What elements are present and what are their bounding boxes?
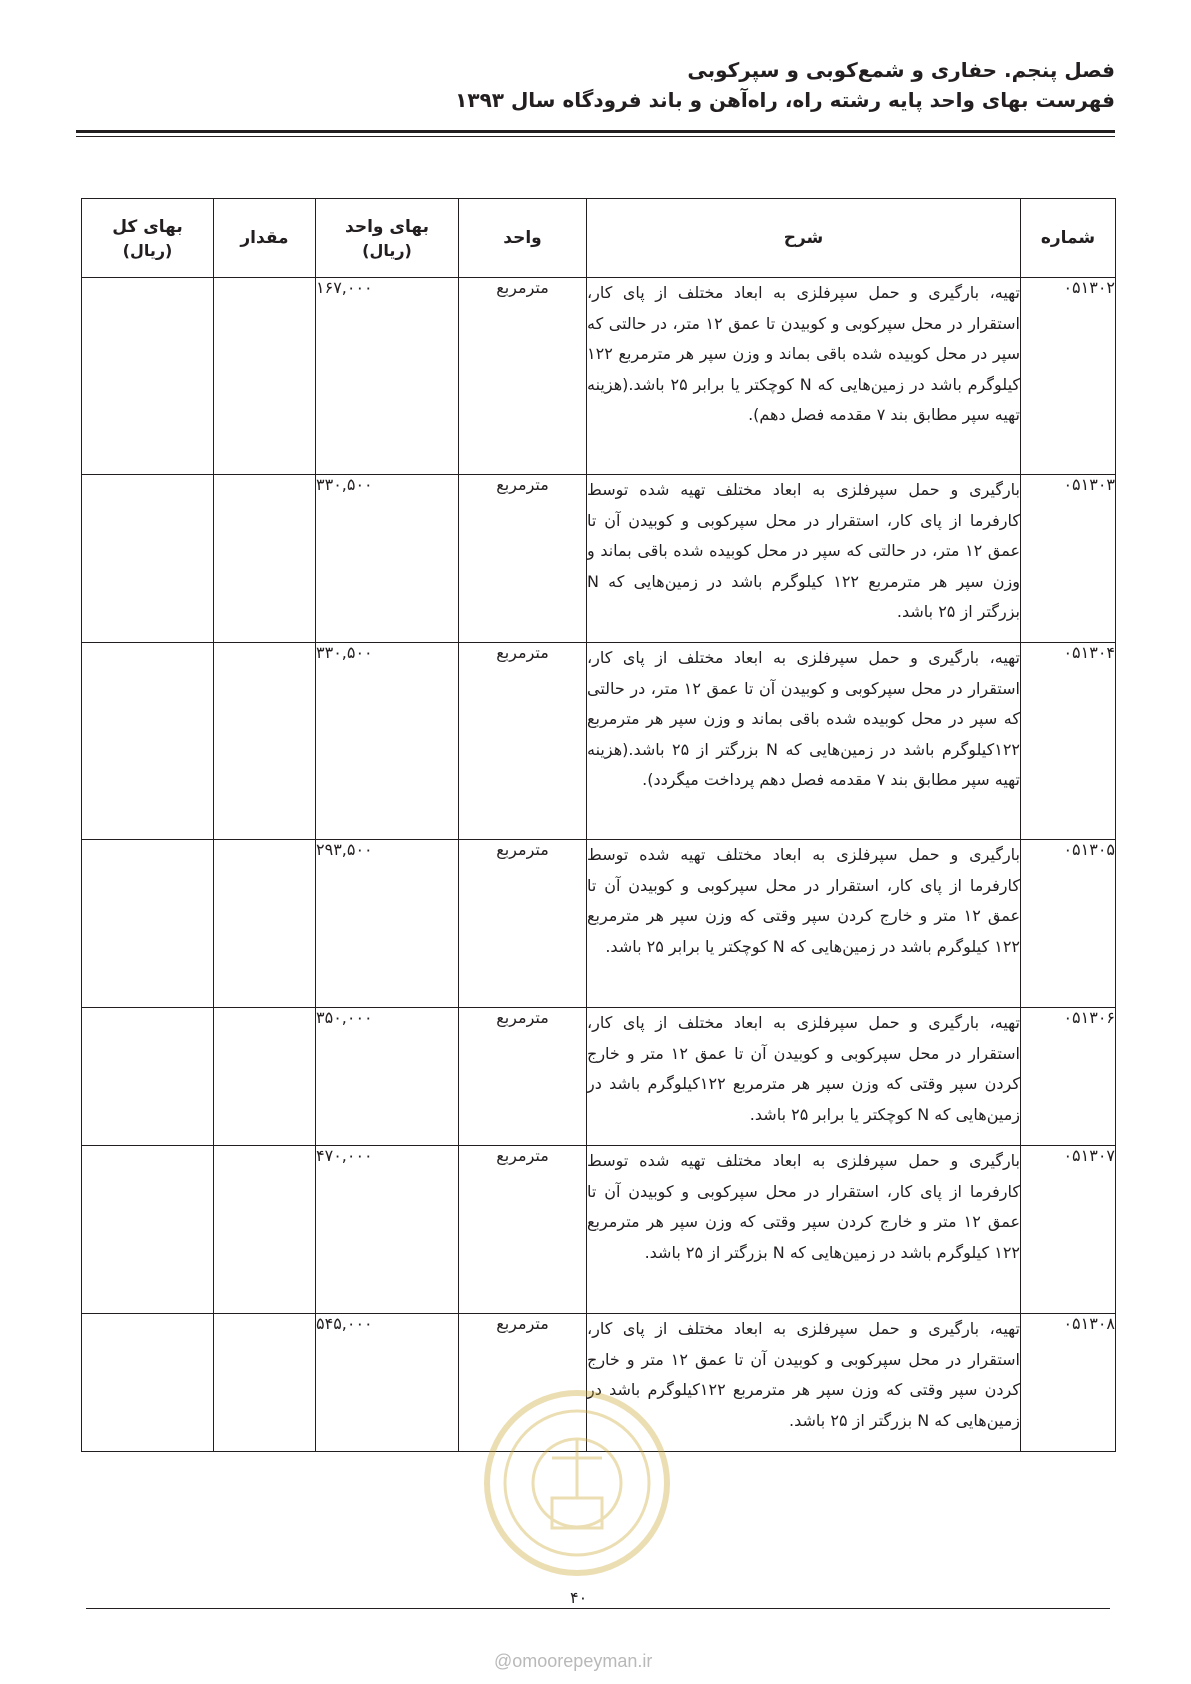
item-unit: مترمربع: [459, 278, 587, 475]
item-unit: مترمربع: [459, 643, 587, 840]
table-row: [82, 840, 1116, 1008]
item-unit-price: ۳۳۰,۵۰۰: [316, 475, 459, 643]
item-description: تهیه، بارگیری و حمل سپرفلزی به ابعاد مختلف از پای کار، استقرار در محل سپرکوبی و کوبیدن آن تا عمق ۱۲ متر، در حالتی که سپر در محل کوبیده شده باقی بماند و وزن سپر هر مترمربع ۱۲۲کیلوگرم باشد در زمین‌هایی که N بزرگتر از ۲۵ باشد.(هزینه تهیه سپر مطابق بند ۷ مقدمه فصل دهم پرداخت میگردد).: [587, 643, 1021, 840]
header-rule-thin: [76, 136, 1115, 137]
header-unit-price: بهای واحد (ریال): [316, 199, 459, 278]
header-quantity: مقدار: [214, 199, 316, 278]
table-header-row: [82, 199, 1116, 278]
table-row: [82, 475, 1116, 643]
chapter-title: فصل پنجم. حفاری و شمع‌کوبی و سپرکوبی: [687, 58, 1115, 82]
page-number: ۴۰: [570, 1588, 588, 1607]
item-unit: مترمربع: [459, 1008, 587, 1146]
item-total-price: [82, 840, 214, 1008]
item-unit: مترمربع: [459, 840, 587, 1008]
item-description: بارگیری و حمل سپرفلزی به ابعاد مختلف تهیه شده توسط کارفرما از پای کار، استقرار در محل سپرکوبی و کوبیدن آن تا عمق ۱۲ متر و خارج کردن سپر وقتی که وزن سپر هر مترمربع ۱۲۲ کیلوگرم باشد در زمین‌هایی که N کوچکتر یا برابر ۲۵ باشد.: [587, 840, 1021, 1008]
item-unit-price: ۴۷۰,۰۰۰: [316, 1146, 459, 1314]
item-number: ۰۵۱۳۰۴: [1021, 643, 1116, 840]
item-number: ۰۵۱۳۰۷: [1021, 1146, 1116, 1314]
document-subtitle: فهرست بهای واحد پایه رشته راه، راه‌آهن و باند فرودگاه سال ۱۳۹۳: [455, 88, 1115, 112]
item-description: تهیه، بارگیری و حمل سپرفلزی به ابعاد مختلف از پای کار، استقرار در محل سپرکوبی و کوبیدن تا عمق ۱۲ متر، در حالتی که سپر در محل کوبیده شده باقی بماند و وزن سپر هر مترمربع ۱۲۲ کیلوگرم باشد در زمین‌هایی که N کوچکتر یا برابر ۲۵ باشد.(هزینه تهیه سپر مطابق بند ۷ مقدمه فصل دهم).: [587, 278, 1021, 475]
item-unit-price: ۳۵۰,۰۰۰: [316, 1008, 459, 1146]
item-unit: مترمربع: [459, 1314, 587, 1452]
item-quantity: [214, 1008, 316, 1146]
header-rule-thick: [76, 130, 1115, 133]
item-total-price: [82, 643, 214, 840]
item-description: بارگیری و حمل سپرفلزی به ابعاد مختلف تهیه شده توسط کارفرما از پای کار، استقرار در محل سپرکوبی و کوبیدن آن تا عمق ۱۲ متر، در حالتی که سپر در محل کوبیده شده باقی بماند و وزن سپر هر مترمربع ۱۲۲ کیلوگرم باشد در زمین‌هایی که N بزرگتر از ۲۵ باشد.: [587, 475, 1021, 643]
item-number: ۰۵۱۳۰۶: [1021, 1008, 1116, 1146]
item-unit-price: ۳۳۰,۵۰۰: [316, 643, 459, 840]
item-total-price: [82, 1146, 214, 1314]
item-description: تهیه، بارگیری و حمل سپرفلزی به ابعاد مختلف از پای کار، استقرار در محل سپرکوبی و کوبیدن آن تا عمق ۱۲ متر و خارج کردن سپر وقتی که وزن سپر هر مترمربع ۱۲۲کیلوگرم باشد در زمین‌هایی که N بزرگتر از ۲۵ باشد.: [587, 1314, 1021, 1452]
item-number: ۰۵۱۳۰۳: [1021, 475, 1116, 643]
header-number: شماره: [1021, 199, 1116, 278]
item-unit-price: ۲۹۳,۵۰۰: [316, 840, 459, 1008]
header-total-price: بهای کل (ریال): [82, 199, 214, 278]
header-unit: واحد: [459, 199, 587, 278]
table-row: [82, 1146, 1116, 1314]
item-quantity: [214, 1146, 316, 1314]
item-number: ۰۵۱۳۰۵: [1021, 840, 1116, 1008]
item-unit: مترمربع: [459, 1146, 587, 1314]
item-quantity: [214, 1314, 316, 1452]
item-total-price: [82, 1314, 214, 1452]
table-row: [82, 278, 1116, 475]
item-total-price: [82, 475, 214, 643]
item-quantity: [214, 643, 316, 840]
item-unit: مترمربع: [459, 475, 587, 643]
item-number: ۰۵۱۳۰۸: [1021, 1314, 1116, 1452]
price-list-table: [81, 198, 1116, 1452]
item-description: تهیه، بارگیری و حمل سپرفلزی به ابعاد مختلف از پای کار، استقرار در محل سپرکوبی و کوبیدن آن تا عمق ۱۲ متر و خارج کردن سپر وقتی که وزن سپر هر مترمربع ۱۲۲کیلوگرم باشد در زمین‌هایی که N کوچکتر یا برابر ۲۵ باشد.: [587, 1008, 1021, 1146]
item-description: بارگیری و حمل سپرفلزی به ابعاد مختلف تهیه شده توسط کارفرما از پای کار، استقرار در محل سپرکوبی و کوبیدن آن تا عمق ۱۲ متر و خارج کردن سپر وقتی که وزن سپر هر مترمربع ۱۲۲ کیلوگرم باشد در زمین‌هایی که N بزرگتر از ۲۵ باشد.: [587, 1146, 1021, 1314]
item-total-price: [82, 1008, 214, 1146]
table-row: [82, 643, 1116, 840]
site-watermark: @omoorepeyman.ir: [494, 1651, 653, 1671]
item-number: ۰۵۱۳۰۲: [1021, 278, 1116, 475]
item-total-price: [82, 278, 214, 475]
footer-rule: [86, 1608, 1110, 1609]
item-unit-price: ۵۴۵,۰۰۰: [316, 1314, 459, 1452]
item-unit-price: ۱۶۷,۰۰۰: [316, 278, 459, 475]
item-quantity: [214, 278, 316, 475]
table-row: [82, 1008, 1116, 1146]
seal-watermark-icon: [482, 1388, 672, 1578]
item-quantity: [214, 840, 316, 1008]
header-description: شرح: [587, 199, 1021, 278]
page-header: [455, 58, 1115, 112]
item-quantity: [214, 475, 316, 643]
